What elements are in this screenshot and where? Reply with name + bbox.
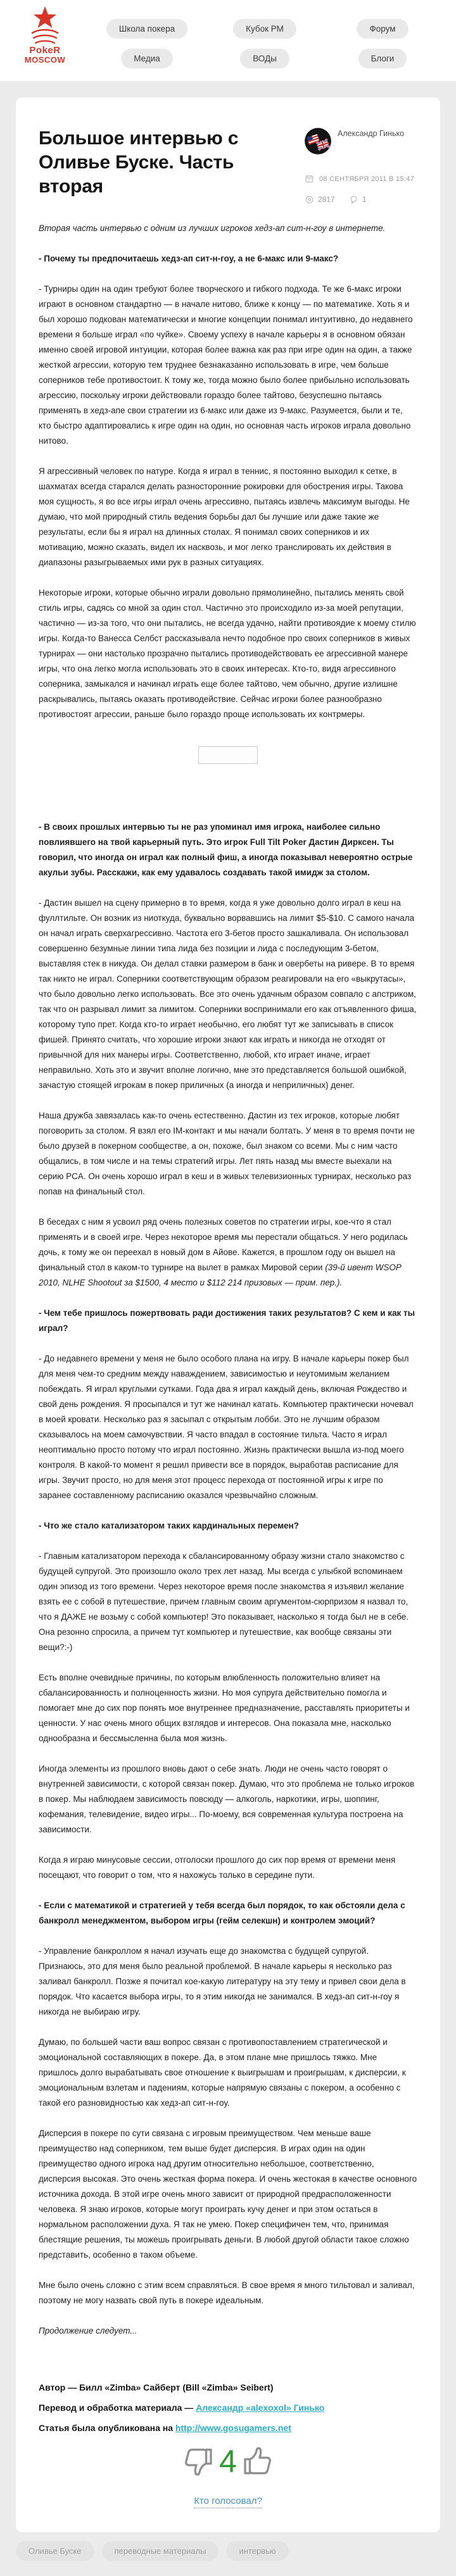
article-stats [305,195,417,204]
article-paragraph: Наша дружба завязалась как-то очень естественно. Дастин из тех игроков, которые любят поговорить за столом. Я взял его IM-контакт и мы начали болтать. У меня в то время почти не было друзей в покерном сообществе, а он, похоже, был знаком со всеми. Мы с ним часто общались, в том числе и на темы стратегий игры. Лет пять назад мы вместе выехали на серию PCA. Он очень хорошо играл в кеш и в живых телевизионных турнирах, несколько раз попав на финальный стол. [39,1110,415,1196]
broken-image-placeholder [198,746,258,764]
page-title: Большое интервью с Оливье Буске. Часть вторая [39,128,239,197]
interview-question: - Если с математикой и стратегией у тебя всегда был порядок, то как обстояли дела с банкролл менеджментом, выбором игры (гейм селекшн) и контролем эмоций? [39,1900,405,1925]
flags-avatar-icon [305,128,331,154]
logo-text-moscow: MOSCOW [24,54,66,65]
comments-counter[interactable] [349,195,367,204]
translator-link[interactable]: Александр «alexoxol» Гинько [196,2402,325,2413]
article-paragraph: Некоторые игроки, которые обычно играли довольно прямолинейно, пытались менять свой стиль игры, садясь со мной за один стол. Частично это происходило из-за моей репутации, частично — из-за того, что они пытались, не всегда удачно, найти противоядие к моему стилю игры. Когда-то Ванесса Селбст рассказывала нечто подобное про своих соперников в живых турнирах — они настолько прозрачно пытались противодействовать ее агрессивной манере игры, что она легко могла использовать это в своих интересах. Кто-то, видя агрессивного соперника, замыкался и начинал играть еще более тайтово, чем обычно, другие излишне раскрывались, пытаясь оказать противодействие. Сейчас игроки более разнообразно противостоят агрессии, раньше было гораздо проще использовать их контрмеры. [39,587,416,719]
nav-poker-school[interactable]: Школа покера [106,19,187,39]
credit-author-line: Автор — Билл «Zimba» Сайберт (Bill «Zimba» Seibert) [39,2382,274,2392]
tag-olivier-busquet[interactable]: Оливье Буске [16,2541,94,2561]
interview-question: - Почему ты предпочитаешь хедз-ап сит-н-гоу, а не 6-макс или 9-макс? [39,253,339,263]
views-count: 2817 [318,195,335,204]
poker-moscow-logo-icon [22,6,68,46]
article-header [39,127,417,204]
site-logo[interactable] [18,6,72,64]
who-voted-link[interactable]: Кто голосовал? [194,2496,262,2508]
nav-blogs[interactable]: Блоги [358,49,407,68]
vote-link-wrap [39,2496,417,2507]
nav-vods[interactable]: ВОДы [240,49,289,68]
article-body [39,221,417,2339]
tag-interview[interactable]: интервью [226,2541,288,2561]
vote-box [39,2444,417,2479]
article-paragraph: В беседах с ним я усвоил ряд очень полезных советов по стратегии игры, кое-что я стал применять и в своей игре. Через некоторое время мы перестали общаться. У него родилась дочь, к тому же он переехал в новый дом в Айове. Кажется, в прошлом году он вышел на финальный стол в каком-то турнире на вылет в рамках Мировой серии (39-й ивент WSOP 2010, NLHE Shootout за $1500, 4 место и $112 214 призовых — прим. пер.). [39,1216,408,1287]
nav-media[interactable]: Медиа [121,49,173,68]
article-paragraph: Вторая часть интервью с одним из лучших игроков хедз-ап сит-н-гоу в интернете. [39,223,386,233]
site-header [0,0,456,81]
author-meta-panel [305,127,417,204]
comment-icon [349,195,358,204]
interview-question: - Чем тебе пришлось пожертвовать ради достижения таких результатов? С кем и как ты играл? [39,1308,415,1333]
publish-date [305,173,417,186]
thumbs-up-icon[interactable] [241,2444,276,2479]
publish-date-text: 08 СЕНТЯБРЯ 2011 В 15:47 [319,175,415,183]
article-paragraph: Думаю, по большей части ваш вопрос связан с противопоставлением стратегической и эмоциональной составляющих в покере. Да, в этом плане мне пришлось тяжко. Мне пришлось долго вырабатывать свое отношение к выигрышам и проигрышам, к дисперсии, к эмоциональным взлетам и падениям, которые напрямую связаны с покером, а особенно с такой его разновидностью как хедз-ап сит-н-гоу. [39,2037,406,2108]
article-card [16,97,440,2532]
views-counter [305,195,335,204]
article-paragraph: Есть вполне очевидные причины, по которым влюбленность положительно влияет на сбалансированность и полноценность жизни. Но моя супруга действительно помогла и помогает мне до сих пор понять мое внутреннее предназначение, расставлять приоритеты и ценности. У нас очень много общих взглядов и интересов. Она показала мне, насколько однообразна и бессмысленна была моя жизнь. [39,1672,410,1743]
article-paragraph: - До недавнего времени у меня не было особого плана на игру. В начале карьеры покер был для меня чем-то средним между наваждением, зависимостью и неутомимым желанием побеждать. Я играл круглыми сутками. Года два я играл каждый день, включая Рождество и свой день рождения. Я просыпался и тут же начинал катать. Компьютер практически ночевал в моей кровати. Несколько раз я засыпал с открытым лобби. Это не лучшим образом сказывалось на моем самочувствии. Я часто впадал в состояние тильта. Часто я играл неоптимально просто потому что играл постоянно. Жизнь практически вышла из-под моего контроля. В какой-то момент я решил привести все в порядок, выработав расписание для игры. Звучит просто, но для меня этот процесс перехода от постоянной игры к игре по заранее составленному расписанию оказался чрезвычайно сложным. [39,1353,414,1500]
article-paragraph: - Управление банкроллом я начал изучать еще до знакомства с будущей супругой. Признаюсь, это для меня было реальной проблемой. В начале карьеры я несколько раз заливал банкролл. Позже я почитал кое-какую литературу на эту тему и привел свои дела в порядок. Что касается выбора игры, то я этим никогда не занимался. В хедз-ап сит-н-гоу я никогда не выбираю игру. [39,1946,406,2016]
article-paragraph: Когда я играю минусовые сессии, отголоски прошлого до сих пор время от времени меня посещают, что говорит о том, что я нахожусь только в середине пути. [39,1854,396,1880]
credit-translation-line: Перевод и обработка материала — Александр «alexoxol» Гинько [39,2402,325,2413]
article-paragraph: Продолжение следует... [39,2325,137,2335]
thumbs-down-icon[interactable] [180,2444,215,2479]
views-icon [305,195,314,204]
interview-question: - В своих прошлых интервью ты не раз упоминал имя игрока, наиболее сильно повлиявшего на твой карьерный путь. Это игрок Full Tilt Poker Дастин Дирксен. Ты говорил, что иногда он играл как полный фиш, а иногда показывал невероятно острые акульи зубы. Расскажи, как ему удавалось создавать такой имидж за столом. [39,822,413,877]
credit-source-line: Статья была опубликована на http://www.gosugamers.net [39,2422,291,2433]
article-paragraph: Дисперсия в покере по сути связана с игровым преимуществом. Чем меньше ваше преимущество над соперником, тем выше будет дисперсия. В играх один на один преимущество одного игрока над другим относительно небольшое, соответственно, дисперсия высокая. Это очень жесткая форма покера. И очень жестокая в качестве основного источника дохода. В этой игре очень много зависит от природной предрасположенности человека. Я знаю игроков, которые могут проиграть кучу денег и при этом остаться в нормальном расположении духа. Я так не умею. Покер специфичен тем, что, принимая блестящие решения, ты можешь проигрывать деньги. В любой другой области такое сложно представить, особенно в таком объеме. [39,2128,417,2260]
calendar-icon [305,174,314,184]
tags-row [16,2541,440,2576]
credits-block [39,2380,417,2435]
article-paragraph: Иногда элементы из прошлого вновь дают о себе знать. Люди не очень часто говорят о внутренней зависимости, с которой связан покер. Думаю, что это проблема не только игроков в покер. Мы наблюдаем зависимость повсюду — алкоголь, наркотики, игры, шоппинг, кофемания, телевидение, видео игры... По-моему, вся современная культура построена на зависимости. [39,1763,415,1834]
tag-translated-materials[interactable]: переводные материалы [102,2541,219,2561]
article-paragraph: - Главным катализатором перехода к сбалансированному образу жизни стало знакомство с будущей супругой. Это произошло около трех лет назад. Мы всегда с улыбкой вспоминаем один эпизод из того времени. Через некоторое время после знакомства я изъявил желание взять ее с собой в путешествие, причем главным своим аргументом-сюрпризом я назвал то, что я ДАЖЕ не возьму с собой компьютер! Это показывает, насколько я тогда был не в себе. Она резонно спросила, а причем тут компьютер и путешествие, как вообще связаны эти вещи?:-) [39,1551,408,1652]
avatar[interactable] [305,128,331,154]
main-nav [98,19,432,68]
nav-forum[interactable]: Форум [357,19,408,39]
vote-score: 4 [219,2443,237,2479]
nav-cup-rm[interactable]: Кубок РМ [233,19,296,39]
author-name[interactable]: Александр Гинько [338,129,405,138]
article-paragraph: - Турниры один на один требуют более творческого и гибкого подхода. Те же 6-макс игроки играют в основном стандартно — в начале нитово, ближе к концу — по математике. Хоть я и был хорошо подкован математически и многие концепции понимал интуитивно, до недавнего времени я больше играл «по чуйке». Своему успеху в начале карьеры я в основном обязан именно своей игровой интуиции, которая более важна как раз при игре один на один, а также жесткой агрессии, которую тем труднее безнаказанно использовать в игре, чем больше соперников тебе противостоит. К тому же, тогда можно было более прибыльно использовать агрессию, поскольку игроки действовали гораздо более тайтово, безуспешно пытаясь применять в хедз-апе свои стратегии из 6-макс или даже из 9-макс. Разумеется, были и те, кто быстро адаптировались к игре один на один, но основная часть игроков играла довольно нитово. [39,284,413,446]
article-paragraph: - Дастин вышел на сцену примерно в то время, когда я уже довольно долго играл в кеш на фуллтильте. Он возник из ниоткуда, буквально ворвавшись на лимит $5-$10. С самого начала он начал играть сверхагрессивно. Частота его 3-бетов просто зашкаливала. Он использовал совершенно безумные линии типа лида без позиции и лида с последующим 3-бетом, выставляя стек в никуда. Он делал ставки размером в банк и овербеты на ривере. В то время так никто не играл. Соперники соответствующим образом реагировали на его «выкрутасы», что было довольно легко использовать. Все это очень удачным образом совпало с апстриком, так что он разрывал лимит за лимитом. Соперники воспринимали его как отъявленного фиша, которому тупо прет. Когда кто-то играет необычно, его любят тут же записывать в список фишей. Принято считать, что хорошие игроки знают как играть и никогда не отходят от привычной для них манеры игры. Соответственно, любой, кто играет иначе, играет неправильно. Хоть это и звучит вполне логично, мне это представляется большой ошибкой, зачастую стоящей игрокам в покер приличных (а иногда и неприличных) денег. [39,897,417,1090]
interview-question: - Что же стало катализатором таких кардинальных перемен? [39,1520,299,1530]
translator-note: (39-й ивент WSOP 2010, NLHE Shootout за $1500, 4 место и $112 214 призовых — прим. пер.). [39,1262,402,1287]
logo-text-poker: PokeR [29,45,61,56]
article-paragraph: Мне было очень сложно с этим всем справляться. В свое время я много тильтовал и заливал, поэтому не могу назвать свой путь в покере идеальным. [39,2280,415,2305]
article-paragraph: Я агрессивный человек по натуре. Когда я играл в теннис, я постоянно выходил к сетке, в шахматах всегда старался делать разносторонние рокировки для обострения игры. Такова моя сущность, я во все игры играл очень агрессивно, пытаясь извлечь максимум выгоды. Не думаю, что мой природный стиль ведения борьбы дал бы лучшие или даже такие же результаты, если бы я играл на длинных столах. Я понимал своих соперников и их мотивацию, можно сказать, видел их насквозь, и мог легко транслировать их действия в диапазоны разыгрываемых ими рук в разных ситуациях. [39,466,410,567]
source-link[interactable]: http://www.gosugamers.net [175,2422,291,2433]
comments-count: 1 [362,195,367,204]
